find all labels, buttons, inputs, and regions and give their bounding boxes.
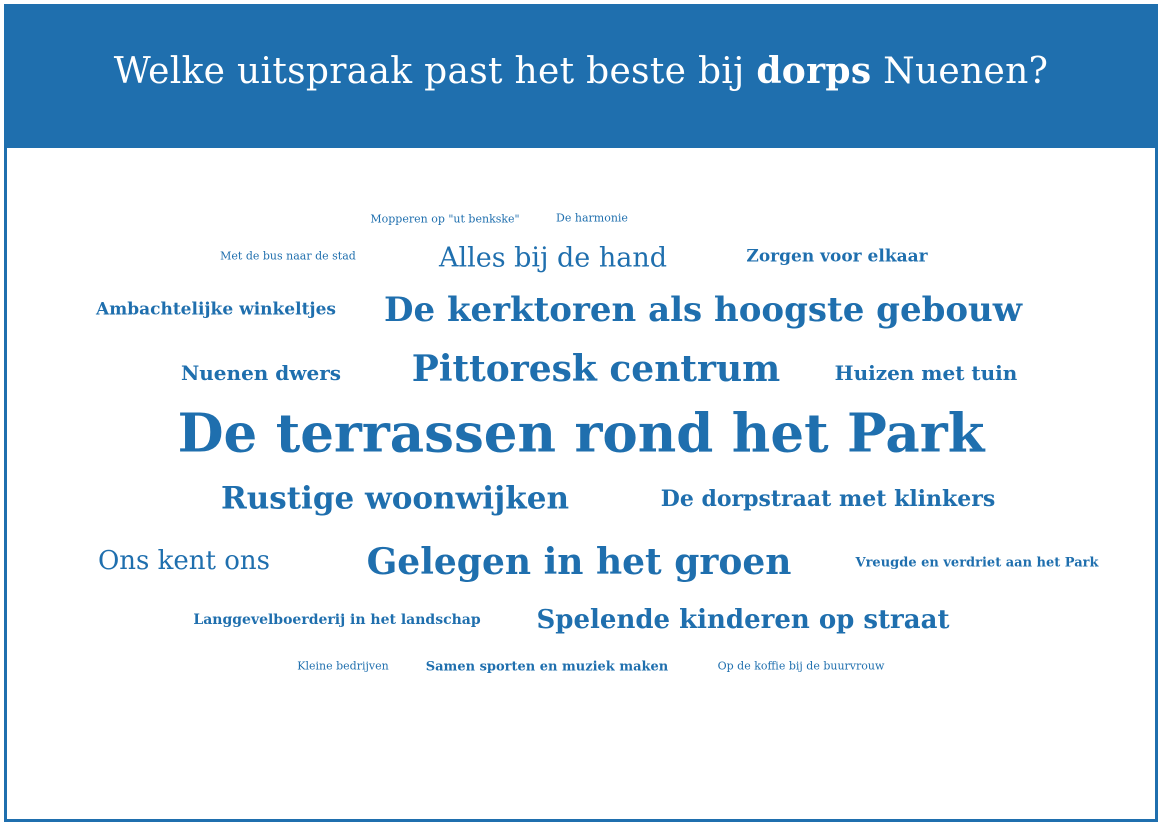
word-rustige: Rustige woonwijken [220, 480, 570, 517]
word-samen-sporten: Samen sporten en muziek maken [425, 659, 669, 675]
page-title [114, 50, 1048, 92]
word-bus: Met de bus naar de stad [220, 249, 356, 263]
word-vreugde: Vreugde en verdriet aan het Park [855, 555, 1099, 571]
header-banner [4, 4, 1158, 148]
word-ambachtelijk: Ambachtelijke winkeltjes [96, 299, 336, 320]
word-koffie: Op de koffie bij de buurvrouw [717, 659, 885, 673]
word-spelende: Spelende kinderen op straat [536, 605, 950, 635]
word-pittoresk: Pittoresk centrum [411, 348, 781, 390]
word-zorgen: Zorgen voor elkaar [746, 246, 928, 267]
word-nuenen-dwers: Nuenen dwers [180, 361, 342, 385]
word-mopperen: Mopperen op "ut benkske" [370, 212, 520, 226]
word-gelegen: Gelegen in het groen [366, 541, 792, 583]
word-kleine-bedrijven: Kleine bedrijven [297, 659, 389, 673]
word-kerktoren: De kerktoren als hoogste gebouw [383, 290, 1023, 330]
word-ons-kent-ons: Ons kent ons [97, 546, 271, 576]
word-harmonie: De harmonie [556, 211, 628, 225]
word-alles-bij-de-hand: Alles bij de hand [438, 242, 668, 274]
word-huizen: Huizen met tuin [834, 361, 1018, 385]
title-part-1: Welke uitspraak past het beste bij [113, 51, 757, 92]
word-langgevel: Langgevelboerderij in het landschap [193, 612, 481, 628]
title-part-2: Nuenen? [871, 51, 1049, 92]
word-terrassen: De terrassen rond het Park [177, 402, 985, 465]
word-dorpstraat: De dorpstraat met klinkers [660, 486, 996, 512]
title-emphasis: dorps [756, 50, 872, 92]
